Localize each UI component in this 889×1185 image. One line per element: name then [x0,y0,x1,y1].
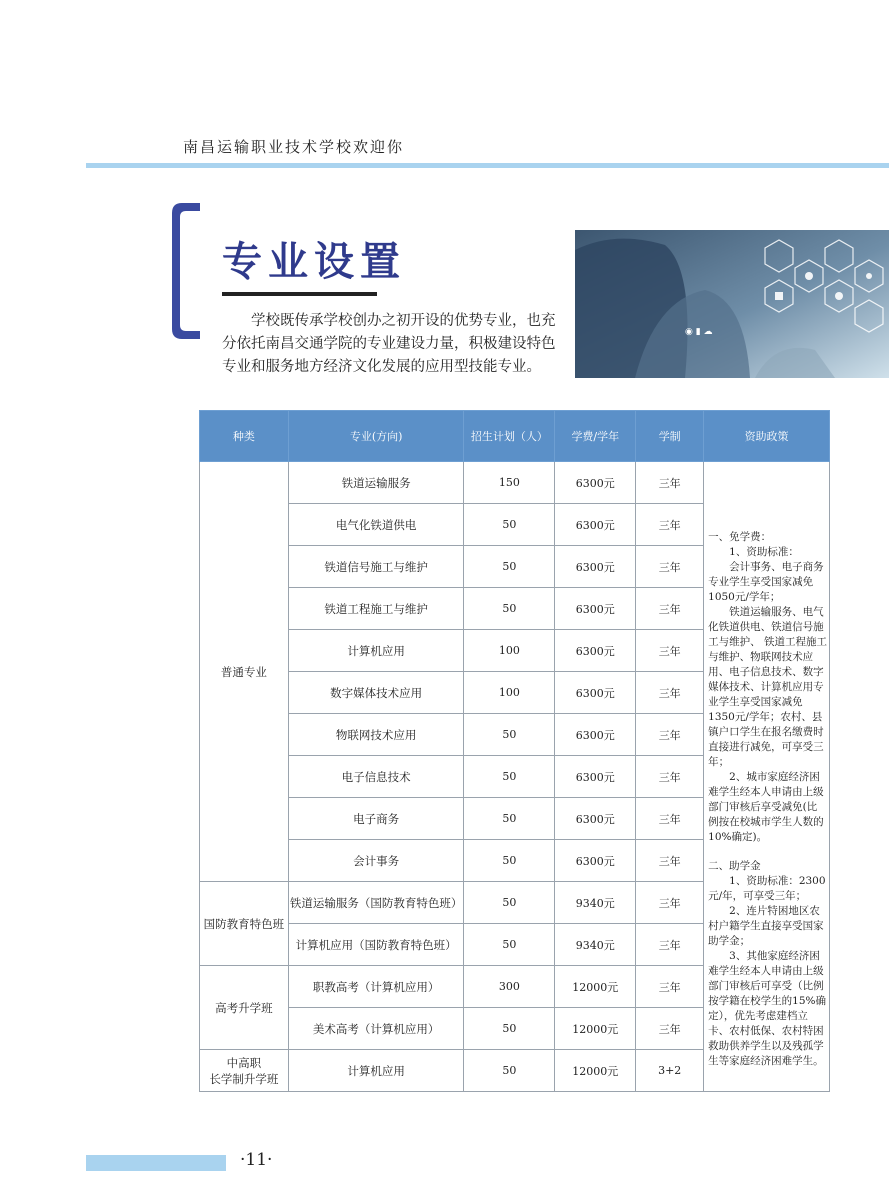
enrollment-cell: 300 [464,966,555,1008]
major-cell: 计算机应用（国防教育特色班） [288,924,464,966]
header-tuition: 学费/学年 [555,411,636,462]
policy-line: 二、助学金 [708,860,761,872]
duration-cell: 三年 [636,588,704,630]
major-cell: 物联网技术应用 [288,714,464,756]
tuition-cell: 6300元 [555,462,636,504]
category-cell: 普通专业 [200,462,289,882]
tuition-cell: 12000元 [555,1008,636,1050]
duration-cell: 3+2 [636,1050,704,1092]
tuition-cell: 9340元 [555,882,636,924]
tuition-cell: 12000元 [555,966,636,1008]
tuition-cell: 6300元 [555,588,636,630]
enrollment-cell: 50 [464,714,555,756]
duration-cell: 三年 [636,1008,704,1050]
majors-table-body [200,462,830,1092]
duration-cell: 三年 [636,882,704,924]
policy-line: 2、连片特困地区农村户籍学生直接享受国家助学金； [708,905,824,947]
enrollment-cell: 50 [464,840,555,882]
duration-cell: 三年 [636,462,704,504]
major-cell: 电子信息技术 [288,756,464,798]
major-cell: 数字媒体技术应用 [288,672,464,714]
major-cell: 电子商务 [288,798,464,840]
table-row [200,462,830,504]
enrollment-cell: 50 [464,1008,555,1050]
duration-cell: 三年 [636,756,704,798]
enrollment-cell: 100 [464,672,555,714]
major-cell: 电气化铁道供电 [288,504,464,546]
duration-cell: 三年 [636,504,704,546]
major-cell: 计算机应用 [288,1050,464,1092]
category-cell: 国防教育特色班 [200,882,289,966]
enrollment-cell: 50 [464,1050,555,1092]
category-cell: 高考升学班 [200,966,289,1050]
page-number: ·11· [240,1150,273,1170]
header-aid-policy: 资助政策 [704,411,830,462]
duration-cell: 三年 [636,630,704,672]
tuition-cell: 6300元 [555,504,636,546]
header-category: 种类 [200,411,289,462]
policy-line: 1、资助标准：2300元/年，可享受三年； [708,875,826,902]
tuition-cell: 6300元 [555,840,636,882]
policy-line [708,845,827,859]
table-header-row [200,411,830,462]
enrollment-cell: 50 [464,882,555,924]
tuition-cell: 6300元 [555,756,636,798]
enrollment-cell: 50 [464,924,555,966]
major-cell: 会计事务 [288,840,464,882]
header-duration: 学制 [636,411,704,462]
tuition-cell: 12000元 [555,1050,636,1092]
tuition-cell: 6300元 [555,630,636,672]
tuition-cell: 6300元 [555,798,636,840]
enrollment-cell: 50 [464,504,555,546]
majors-table [199,410,830,1092]
enrollment-cell: 50 [464,756,555,798]
intro-paragraph: 学校既传承学校创办之初开设的优势专业，也充分依托南昌交通学院的专业建设力量，积极建设特色专业和服务地方经济文化发展的应用型技能专业。 [222,313,556,375]
major-cell: 美术高考（计算机应用） [288,1008,464,1050]
policy-line: 2、城市家庭经济困难学生经本人申请由上级部门审核后享受减免(比例按在校城市学生人数的10%确定)。 [708,771,824,843]
header-enrollment-plan: 招生计划（人） [464,411,555,462]
enrollment-cell: 50 [464,546,555,588]
policy-line: 1、资助标准： [729,546,799,558]
major-cell: 铁道工程施工与维护 [288,588,464,630]
svg-text:◉ ▮ ☁: ◉ ▮ ☁ [685,327,713,337]
major-cell: 职教高考（计算机应用） [288,966,464,1008]
policy-line: 一、免学费： [708,531,772,543]
enrollment-cell: 50 [464,588,555,630]
category-cell: 中高职 长学制升学班 [200,1050,289,1092]
tuition-cell: 6300元 [555,714,636,756]
page-title: 专业设置 [222,239,406,285]
header-major: 专业(方向) [288,411,464,462]
duration-cell: 三年 [636,798,704,840]
major-cell: 铁道运输服务 [288,462,464,504]
duration-cell: 三年 [636,714,704,756]
duration-cell: 三年 [636,966,704,1008]
duration-cell: 三年 [636,924,704,966]
tuition-cell: 6300元 [555,672,636,714]
enrollment-cell: 50 [464,798,555,840]
policy-line: 3、其他家庭经济困难学生经本人申请由上级部门审核后可享受（比例按学籍在校学生的15%确定），优先考虑建档立卡、农村低保、农村特困救助供养学生以及残孤学生等家庭经济困难学生。 [708,950,826,1067]
footer-bar [86,1155,226,1171]
policy-line: 铁道运输服务、电气化铁道供电、铁道信号施工与维护、 铁道工程施工与维护、物联网技术应用、电子信息技术、数字媒体技术、计算机应用专业学生享受国家减免1350元/学年；农村、县镇户口学生在报名缴费时直接进行减免，可享受三年； [708,606,827,768]
duration-cell: 三年 [636,672,704,714]
duration-cell: 三年 [636,546,704,588]
duration-cell: 三年 [636,840,704,882]
enrollment-cell: 100 [464,630,555,672]
aid-policy-cell [704,462,830,1092]
tuition-cell: 9340元 [555,924,636,966]
hero-tech-image [575,230,889,378]
tuition-cell: 6300元 [555,546,636,588]
header-divider-bar [86,163,889,168]
header-welcome-text: 南昌运输职业技术学校欢迎你 [183,138,405,156]
policy-line: 会计事务、电子商务专业学生享受国家减免1050元/学年； [708,561,824,603]
major-cell: 铁道信号施工与维护 [288,546,464,588]
title-accent-bracket [172,203,200,339]
major-cell: 铁道运输服务（国防教育特色班） [288,882,464,924]
title-underline [222,292,377,296]
major-cell: 计算机应用 [288,630,464,672]
enrollment-cell: 150 [464,462,555,504]
